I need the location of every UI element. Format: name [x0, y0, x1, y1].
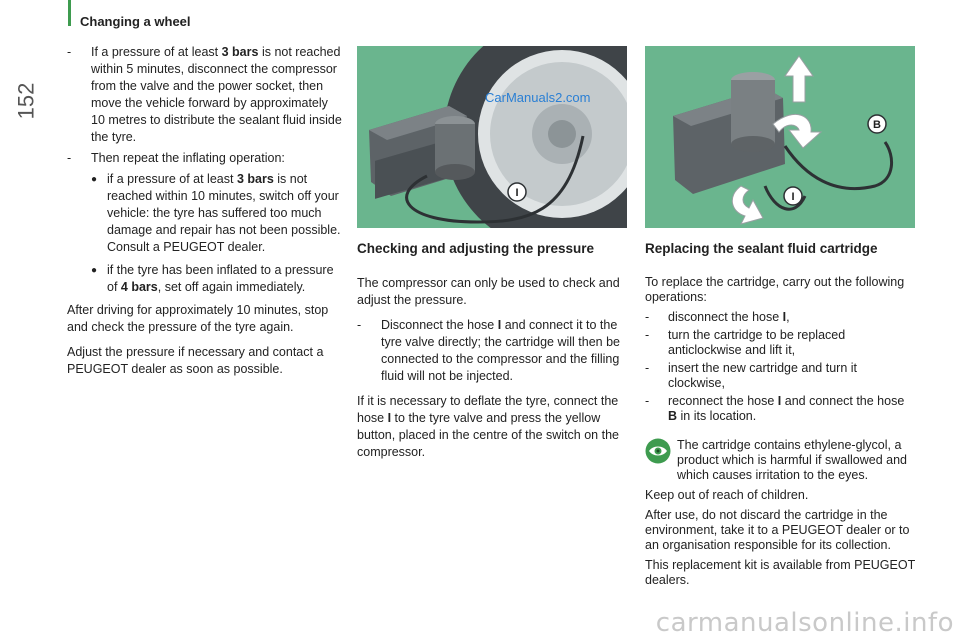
column-right	[645, 240, 915, 427]
list-item: - insert the new cartridge and turn it clockwise,	[645, 361, 857, 390]
paragraph: After driving for approximately 10 minutes, stop and check the pressure of the tyre again.	[67, 303, 329, 334]
paragraph: This replacement kit is available from PEUGEOT dealers.	[645, 558, 916, 587]
hose-label-i: I	[791, 191, 795, 203]
paragraph: After use, do not discard the cartridge in the environment, take it to a PEUGEOT dealer or to an organisation responsible for its collection.	[645, 508, 910, 552]
footer-watermark: carmanualsonline.info	[655, 608, 954, 638]
paragraph: If it is necessary to deflate the tyre, connect the hose I to the tyre valve and press the yellow button, placed in the centre of the switch on the compressor.	[357, 394, 619, 459]
image-watermark: CarManuals2.com	[485, 90, 591, 105]
hose-label-i: I	[515, 187, 519, 199]
list-item: - turn the cartridge to be replaced anticlockwise and lift it,	[645, 328, 846, 357]
heading-replacing-cartridge: Replacing the sealant fluid cartridge	[645, 241, 878, 256]
figure-cartridge-replacement	[645, 46, 915, 228]
list-item: - reconnect the hose I and connect the hose B in its location.	[645, 394, 905, 423]
list-item: - disconnect the hose I,	[645, 310, 790, 324]
bullet-icon: ●	[91, 174, 98, 185]
list-item: - Disconnect the hose I and connect it to the tyre valve directly; the cartridge will then be connected to the compressor and the filling fluid will not be injected.	[357, 318, 620, 383]
page-number-text: 152	[13, 82, 39, 120]
heading-checking-pressure: Checking and adjusting the pressure	[357, 241, 595, 256]
paragraph: Keep out of reach of children.	[645, 488, 809, 502]
column-middle	[357, 240, 627, 469]
bullet-item: ● if a pressure of at least 3 bars is not reached within 10 minutes, switch off your vehicle: the tyre has suffered too much damage and repair has not been possible. Consult a PEUGEOT dealer.	[91, 172, 341, 254]
environment-notice	[645, 438, 915, 593]
column-left	[67, 44, 342, 386]
warning-text: The cartridge contains ethylene-glycol, a product which is harmful if swallowed and which causes irritation to the eyes.	[677, 438, 907, 482]
section-accent-bar	[68, 0, 71, 26]
paragraph: Adjust the pressure if necessary and contact a PEUGEOT dealer as soon as possible.	[67, 345, 324, 376]
eye-icon	[645, 438, 671, 464]
figure-compressor-wheel	[357, 46, 627, 228]
page-number	[14, 80, 44, 120]
bullet-icon: ●	[91, 265, 98, 276]
bullet-item: ● if the tyre has been inflated to a pressure of 4 bars, set off again immediately.	[91, 263, 334, 294]
compressor-wheel-illustration	[357, 46, 627, 228]
section-title: Changing a wheel	[80, 14, 191, 29]
hose-label-b: B	[873, 119, 881, 131]
paragraph: To replace the cartridge, carry out the following operations:	[645, 275, 905, 304]
cartridge-replacement-illustration	[645, 46, 915, 228]
list-item: - Then repeat the inflating operation:	[67, 151, 285, 165]
list-item: - If a pressure of at least 3 bars is not reached within 5 minutes, disconnect the compressor from the valve and the power socket, then move the vehicle forward by approximately 10 metres to distribute the sealant fluid inside the tyre.	[67, 45, 342, 144]
paragraph: The compressor can only be used to check and adjust the pressure.	[357, 276, 620, 307]
